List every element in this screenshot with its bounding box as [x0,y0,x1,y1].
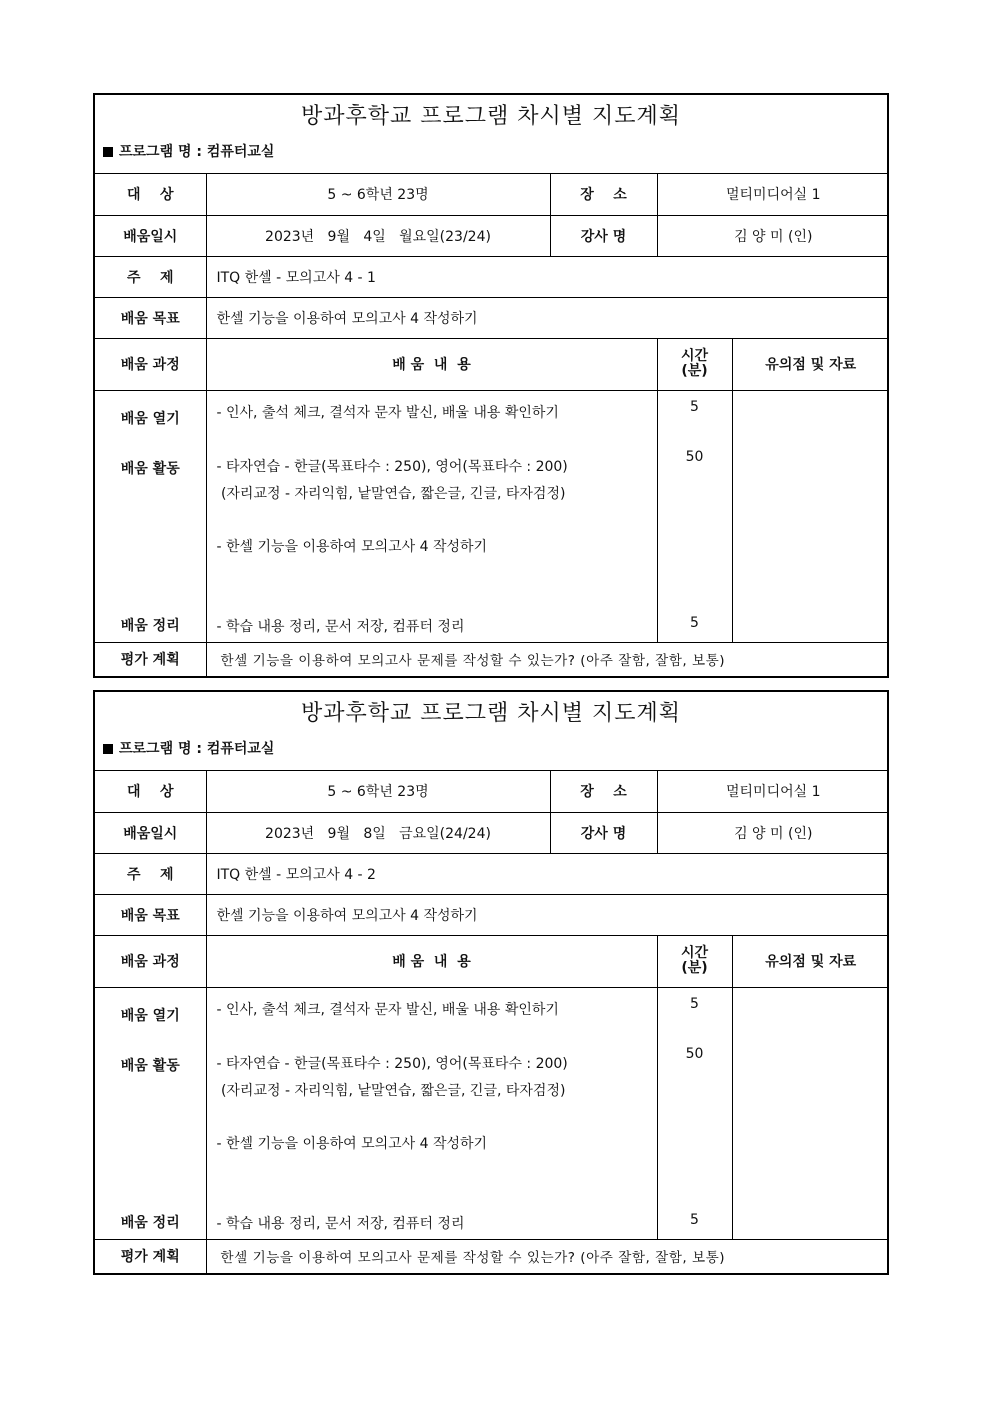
content-line: - 한셀 기능을 이용하여 모의고사 4 작성하기 [216,1135,488,1152]
eval-label: 평가 계획 [95,642,206,676]
goal-value: 한셀 기능을 이용하여 모의고사 4 작성하기 [206,297,889,338]
time-value: 5 [690,1211,699,1228]
time-value: 50 [685,1045,704,1062]
content-column [206,390,657,642]
notes-label: 유의점 및 자료 [732,935,889,987]
time-value: 5 [690,398,699,415]
lesson-plan-2 [93,690,889,1275]
content-line: - 타자연습 - 한글(목표타수 : 250), 영어(목표타수 : 200) [216,458,568,475]
stage-open: 배움 열기 [120,1007,180,1024]
eval-label: 평가 계획 [95,1239,206,1273]
time-label-top: 시간 [680,348,709,364]
date-value: 2023년 9월 8일 금요일(24/24) [206,812,550,853]
eval-value: 한셀 기능을 이용하여 모의고사 문제를 작성할 수 있는가? (아주 잘함, 잘함, 보통) [206,642,889,676]
process-body-row [95,390,889,642]
stage-activity: 배움 활동 [120,1057,180,1074]
stage-open: 배움 열기 [120,410,180,427]
place-label: 장 소 [550,174,657,215]
date-label: 배움일시 [95,215,206,256]
content-line: - 인사, 출석 체크, 결석자 문자 발신, 배울 내용 확인하기 [216,1001,559,1018]
teacher-label: 강사 명 [550,215,657,256]
time-column [657,987,732,1239]
process-label: 배움 과정 [95,935,206,987]
plan-table [95,771,889,1273]
notes-column [732,987,889,1239]
place-value: 멀티미디어실 1 [657,174,889,215]
content-line: - 한셀 기능을 이용하여 모의고사 4 작성하기 [216,538,488,555]
date-row [95,215,889,256]
goal-label: 배움 목표 [95,894,206,935]
goal-value: 한셀 기능을 이용하여 모의고사 4 작성하기 [206,894,889,935]
teacher-value: 김 양 미 (인) [657,812,889,853]
square-bullet-icon [103,147,113,157]
goal-label: 배움 목표 [95,297,206,338]
time-column [657,390,732,642]
date-value: 2023년 9월 4일 월요일(23/24) [206,215,550,256]
target-row [95,174,889,215]
target-value: 5 ~ 6학년 23명 [206,174,550,215]
stage-wrapup: 배움 정리 [120,1214,180,1231]
program-name: 프로그램 명 : 컴퓨터교실 [119,741,275,757]
topic-row [95,853,889,894]
target-label: 대 상 [95,771,206,812]
topic-label: 주 제 [95,853,206,894]
program-name-line [95,736,887,771]
content-line: - 학습 내용 정리, 문서 저장, 컴퓨터 정리 [216,618,465,635]
lesson-plan-1 [93,93,889,678]
stage-activity: 배움 활동 [120,460,180,477]
content-label: 배 움 내 용 [206,338,657,390]
teacher-value: 김 양 미 (인) [657,215,889,256]
date-row [95,812,889,853]
place-value: 멀티미디어실 1 [657,771,889,812]
eval-row [95,642,889,676]
teacher-label: 강사 명 [550,812,657,853]
target-label: 대 상 [95,174,206,215]
plan-title: 방과후학교 프로그램 차시별 지도계획 [300,701,681,726]
plan-table [95,174,889,676]
process-label: 배움 과정 [95,338,206,390]
goal-row [95,297,889,338]
content-line: - 타자연습 - 한글(목표타수 : 250), 영어(목표타수 : 200) [216,1055,568,1072]
date-label: 배움일시 [95,812,206,853]
time-value: 5 [690,614,699,631]
notes-column [732,390,889,642]
target-value: 5 ~ 6학년 23명 [206,771,550,812]
eval-row [95,1239,889,1273]
stage-column [95,987,206,1239]
process-header-row [95,935,889,987]
place-label: 장 소 [550,771,657,812]
time-label-bottom: (분) [681,363,708,379]
content-column [206,987,657,1239]
program-name: 프로그램 명 : 컴퓨터교실 [119,144,275,160]
topic-label: 주 제 [95,256,206,297]
content-line: - 학습 내용 정리, 문서 저장, 컴퓨터 정리 [216,1215,465,1232]
time-value: 50 [685,448,704,465]
time-label [657,338,732,390]
goal-row [95,894,889,935]
plan-title: 방과후학교 프로그램 차시별 지도계획 [300,104,681,129]
program-name-line [95,139,887,174]
topic-value: ITQ 한셀 - 모의고사 4 - 1 [206,256,889,297]
content-label: 배 움 내 용 [206,935,657,987]
stage-column [95,390,206,642]
content-line: (자리교정 - 자리익힘, 낱말연습, 짧은글, 긴글, 타자검정) [216,485,566,502]
time-label-bottom: (분) [681,960,708,976]
process-header-row [95,338,889,390]
time-label-top: 시간 [680,945,709,961]
topic-value: ITQ 한셀 - 모의고사 4 - 2 [206,853,889,894]
target-row [95,771,889,812]
topic-row [95,256,889,297]
time-value: 5 [690,995,699,1012]
notes-label: 유의점 및 자료 [732,338,889,390]
process-body-row [95,987,889,1239]
content-line: - 인사, 출석 체크, 결석자 문자 발신, 배울 내용 확인하기 [216,404,559,421]
eval-value: 한셀 기능을 이용하여 모의고사 문제를 작성할 수 있는가? (아주 잘함, 잘함, 보통) [206,1239,889,1273]
content-line: (자리교정 - 자리익힘, 낱말연습, 짧은글, 긴글, 타자검정) [216,1082,566,1099]
time-label [657,935,732,987]
square-bullet-icon [103,744,113,754]
stage-wrapup: 배움 정리 [120,617,180,634]
